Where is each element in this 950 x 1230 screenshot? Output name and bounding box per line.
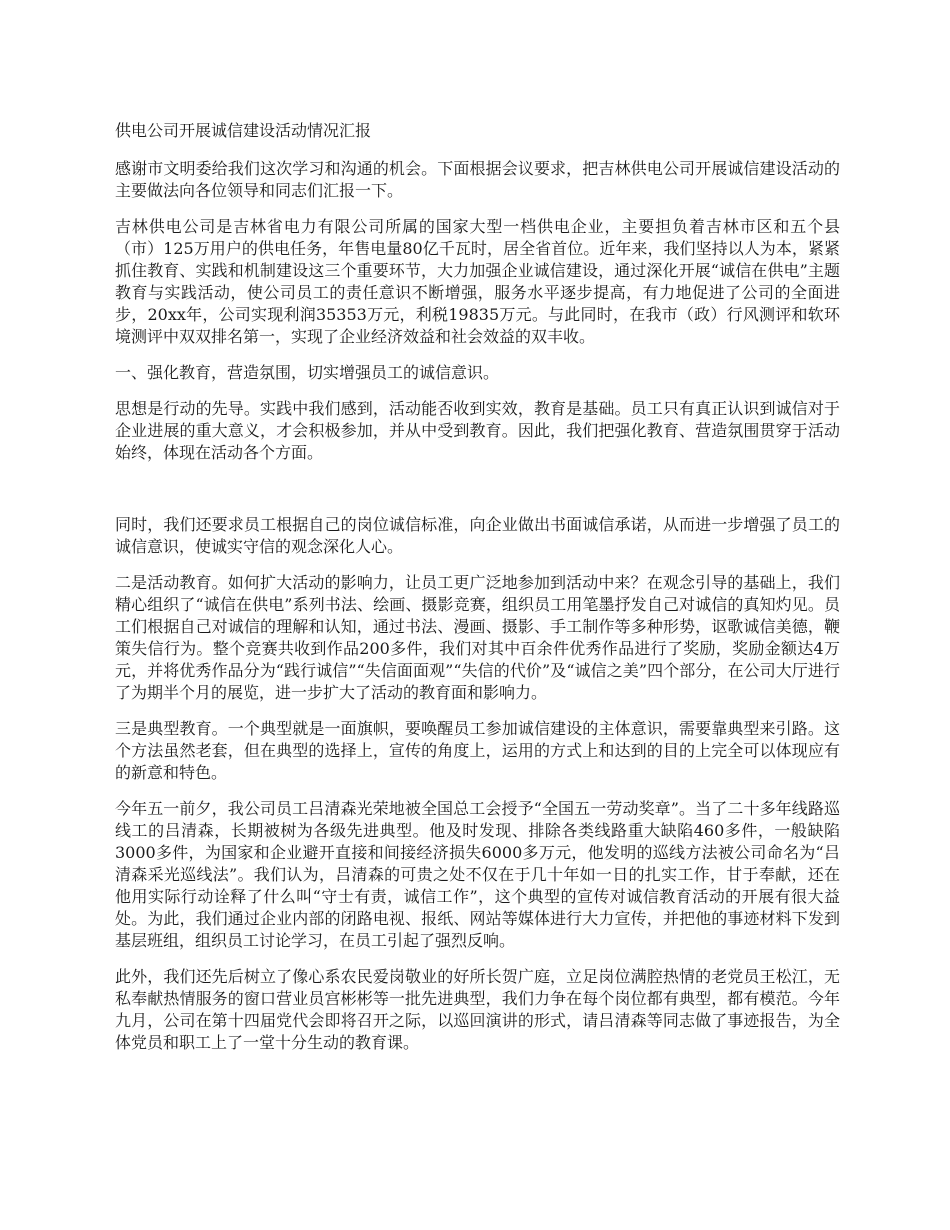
blank-gap <box>115 478 840 514</box>
paragraph-company-overview: 吉林供电公司是吉林省电力有限公司所属的国家大型一档供电企业，主要担负着吉林市区和五个县（市）125万用户的供电任务，年售电量80亿千瓦时，居全省首位。近年来，我们坚持以人为本，紧紧抓住教育、实践和机制建设这三个重要环节，大力加强企业诚信建设，通过深化开展“诚信在供电”主题教育与实践活动，使公司员工的责任意识不断增强，服务水平逐步提高，有力地促进了公司的全面进步，20xx年，公司实现利润35353万元，利税19835万元。与此同时，在我市（政）行风测评和软环境测评中双双排名第一，实现了企业经济效益和社会效益的双丰收。 <box>115 217 840 346</box>
paragraph-other-models: 此外，我们还先后树立了像心系农民爱岗敬业的好所长贺广庭，立足岗位满腔热情的老党员王松江，无私奉献热情服务的窗口营业员宫彬彬等一批先进典型，我们力争在每个岗位都有典型，都有模范。今年九月，公司在第十四届党代会即将召开之际，以巡回演讲的形式，请吕清森等同志做了事迹报告，为全体党员和职工上了一堂十分生动的教育课。 <box>115 967 840 1052</box>
document-page <box>115 120 840 1068</box>
paragraph-intro: 感谢市文明委给我们这次学习和沟通的机会。下面根据会议要求，把吉林供电公司开展诚信建设活动的主要做法向各位领导和同志们汇报一下。 <box>115 159 840 200</box>
paragraph-model-education: 三是典型教育。一个典型就是一面旗帜，要唤醒员工参加诚信建设的主体意识，需要靠典型来引路。这个方法虽然老套，但在典型的选择上，宣传的角度上，运用的方式上和达到的目的上完全可以体现应有的新意和特色。 <box>115 719 840 782</box>
paragraph-lv-qingsen: 今年五一前夕，我公司员工吕清森光荣地被全国总工会授予“全国五一劳动奖章”。当了二十多年线路巡线工的吕清森，长期被树为各级先进典型。他及时发现、排除各类线路重大缺陷460多件，一般缺陷3000多件，为国家和企业避开直接和间接经济损失6000多万元，他发明的巡线方法被公司命名为“吕清森采光巡线法”。我们认为，吕清森的可贵之处不仅在于几十年如一日的扎实工作，甘于奉献，还在他用实际行动诠释了什么叫“守士有责，诚信工作”，这个典型的宣传对诚信教育活动的开展有很大益处。为此，我们通过企业内部的闭路电视、报纸、网站等媒体进行大力宣传，并把他的事迹材料下发到基层班组，组织员工讨论学习，在员工引起了强烈反响。 <box>115 799 840 950</box>
section-heading-1: 一、强化教育，营造氛围，切实增强员工的诚信意识。 <box>115 363 500 382</box>
paragraph-activity-education: 二是活动教育。如何扩大活动的影响力，让员工更广泛地参加到活动中来？在观念引导的基础上，我们精心组织了“诚信在供电”系列书法、绘画、摄影竞赛，组织员工用笔墨抒发自己对诚信的真知灼见。员工们根据自己对诚信的理解和认知，通过书法、漫画、摄影、手工制作等多种形势，讴歌诚信美德，鞭策失信行为。整个竞赛共收到作品200多件，我们对其中百余件优秀作品进行了奖励，奖励金额达4万元，并将优秀作品分为“践行诚信”“失信面面观”“失信的代价”及“诚信之美”四个部分，在公司大厅进行了为期半个月的展览，进一步扩大了活动的教育面和影响力。 <box>115 573 840 702</box>
paragraph-written-pledge: 同时，我们还要求员工根据自己的岗位诚信标准，向企业做出书面诚信承诺，从而进一步增强了员工的诚信意识，使诚实守信的观念深化人心。 <box>115 515 840 556</box>
document-title: 供电公司开展诚信建设活动情况汇报 <box>115 121 372 140</box>
paragraph-thought-leads: 思想是行动的先导。实践中我们感到，活动能否收到实效，教育是基础。员工只有真正认识到诚信对于企业进展的重大意义，才会积极参加，并从中受到教育。因此，我们把强化教育、营造氛围贯穿于活动始终，体现在活动各个方面。 <box>115 399 840 462</box>
